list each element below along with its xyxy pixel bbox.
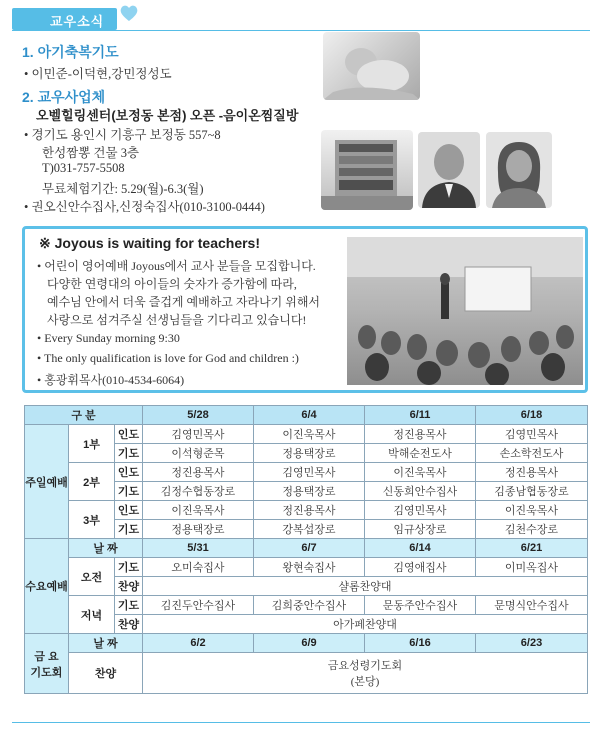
wednesday-date: 5/31 bbox=[143, 539, 254, 558]
header-date: 6/11 bbox=[365, 406, 476, 425]
role-label: 인도 bbox=[115, 463, 143, 482]
table-cell: 이진욱목사 bbox=[254, 425, 365, 444]
table-cell: 정진용목사 bbox=[476, 463, 588, 482]
role-label: 찬양 bbox=[115, 577, 143, 596]
table-cell: 김영민목사 bbox=[365, 501, 476, 520]
table-header-row bbox=[25, 406, 588, 425]
friday-label-line-1: 금 요 bbox=[34, 650, 59, 663]
table-cell: 왕현숙집사 bbox=[254, 558, 365, 577]
friday-date: 6/16 bbox=[365, 634, 476, 653]
friday-service-label bbox=[25, 634, 69, 694]
table-cell: 정진용목사 bbox=[143, 463, 254, 482]
table-cell: 임규상장로 bbox=[365, 520, 476, 539]
baby-blessing-names: • 이민준-이덕현,강민정성도 bbox=[24, 67, 172, 81]
table-cell: 김종남협동장로 bbox=[476, 482, 588, 501]
role-label: 기도 bbox=[115, 444, 143, 463]
friday-praise-line-1: 금요성령기도회 bbox=[327, 660, 403, 672]
service-1-label: 1부 bbox=[69, 425, 115, 463]
table-row bbox=[25, 558, 588, 577]
table-cell: 정용택장로 bbox=[143, 520, 254, 539]
table-cell: 김정수협동장로 bbox=[143, 482, 254, 501]
table-row bbox=[25, 425, 588, 444]
section-title-business: 2. 교우사업체 bbox=[22, 89, 106, 105]
role-label: 찬양 bbox=[115, 615, 143, 634]
teacher-line-contact: • 홍광휘목사(010-4534-6064) bbox=[37, 373, 185, 387]
table-cell: 김희중안수집사 bbox=[254, 596, 365, 615]
teacher-line-2: 다양한 연령대의 아이들의 숫자가 증가함에 따라, bbox=[47, 277, 297, 291]
header-category: 구 분 bbox=[25, 406, 143, 425]
table-cell: 정용택장로 bbox=[254, 482, 365, 501]
friday-praise-line-2: (본당) bbox=[350, 676, 380, 688]
table-row bbox=[25, 596, 588, 615]
wednesday-service-label: 수요예배 bbox=[25, 539, 69, 634]
table-cell: 강복섭장로 bbox=[254, 520, 365, 539]
male-portrait-photo bbox=[418, 132, 480, 208]
table-cell: 김영민목사 bbox=[254, 463, 365, 482]
role-label: 인도 bbox=[115, 425, 143, 444]
table-cell: 이진욱목사 bbox=[143, 501, 254, 520]
table-cell: 이진욱목사 bbox=[476, 501, 588, 520]
friday-date: 6/9 bbox=[254, 634, 365, 653]
role-label: 인도 bbox=[115, 501, 143, 520]
teacher-line-3: 예수님 안에서 더욱 즐겁게 예배하고 자라나기 위해서 bbox=[47, 295, 321, 309]
table-cell: 샬롬찬양대 bbox=[143, 577, 588, 596]
table-cell: 이진욱목사 bbox=[365, 463, 476, 482]
heart-icon bbox=[118, 2, 140, 24]
date-label: 날 짜 bbox=[69, 539, 143, 558]
business-name: 오벨힐링센터(보정동 본점) 오픈 -음이온찜질방 bbox=[36, 108, 299, 123]
table-row bbox=[25, 501, 588, 520]
table-cell: 문동주안수집사 bbox=[365, 596, 476, 615]
table-row bbox=[25, 539, 588, 558]
teacher-recruitment-title: ※ Joyous is waiting for teachers! bbox=[39, 235, 261, 251]
service-3-label: 3부 bbox=[69, 501, 115, 539]
friday-label-line-2: 기도회 bbox=[30, 666, 63, 679]
wednesday-date: 6/14 bbox=[365, 539, 476, 558]
wednesday-date: 6/21 bbox=[476, 539, 588, 558]
baby-photo bbox=[323, 32, 420, 100]
sunday-service-label: 주일예배 bbox=[25, 425, 69, 539]
table-cell: 오미숙집사 bbox=[143, 558, 254, 577]
friday-praise-cell bbox=[143, 653, 588, 694]
table-cell: 정진용목사 bbox=[365, 425, 476, 444]
table-row bbox=[25, 634, 588, 653]
business-building: 한성짬뽕 건물 3층 bbox=[42, 146, 140, 160]
top-divider bbox=[12, 30, 590, 31]
service-2-label: 2부 bbox=[69, 463, 115, 501]
table-cell: 정진용목사 bbox=[254, 501, 365, 520]
table-cell: 손소학전도사 bbox=[476, 444, 588, 463]
wednesday-date: 6/7 bbox=[254, 539, 365, 558]
female-portrait-photo bbox=[486, 132, 552, 208]
table-row bbox=[25, 653, 588, 694]
table-cell: 문명식안수집사 bbox=[476, 596, 588, 615]
header-date: 6/4 bbox=[254, 406, 365, 425]
business-trial-period: 무료체험기간: 5.29(월)-6.3(월) bbox=[42, 182, 204, 196]
table-cell: 김진두안수집사 bbox=[143, 596, 254, 615]
table-row bbox=[25, 463, 588, 482]
table-cell: 김영민목사 bbox=[476, 425, 588, 444]
table-cell: 김영민목사 bbox=[143, 425, 254, 444]
friday-date: 6/2 bbox=[143, 634, 254, 653]
table-cell: 신동희안수집사 bbox=[365, 482, 476, 501]
role-label: 기도 bbox=[115, 520, 143, 539]
header-date: 5/28 bbox=[143, 406, 254, 425]
business-phone: T)031-757-5508 bbox=[42, 161, 125, 175]
teacher-line-1: • 어린이 영어예배 Joyous에서 교사 분들을 모집합니다. bbox=[37, 259, 316, 273]
evening-label: 저녁 bbox=[69, 596, 115, 634]
teacher-line-4: 사랑으로 섬겨주실 선생님들을 기다리고 있습니다! bbox=[47, 313, 307, 327]
teacher-line-time: • Every Sunday morning 9:30 bbox=[37, 331, 180, 345]
table-cell: 이미옥집사 bbox=[476, 558, 588, 577]
table-cell: 박해순전도사 bbox=[365, 444, 476, 463]
service-schedule-table bbox=[24, 405, 588, 694]
table-cell: 김영애집사 bbox=[365, 558, 476, 577]
role-label: 기도 bbox=[115, 482, 143, 501]
role-label: 찬양 bbox=[69, 653, 143, 694]
section-title-baby-blessing: 1. 아기축복기도 bbox=[22, 44, 119, 60]
business-owners: • 권오신안수집사,신정숙집사(010-3100-0444) bbox=[24, 200, 265, 214]
table-cell: 정용택장로 bbox=[254, 444, 365, 463]
banner-title: 교우소식 bbox=[50, 15, 105, 30]
classroom-photo bbox=[347, 237, 583, 385]
friday-date: 6/23 bbox=[476, 634, 588, 653]
business-address: • 경기도 용인시 기흥구 보정동 557~8 bbox=[24, 128, 221, 142]
bottom-divider bbox=[12, 722, 590, 723]
table-cell: 김천수장로 bbox=[476, 520, 588, 539]
building-photo bbox=[321, 130, 413, 210]
table-cell: 아가페찬양대 bbox=[143, 615, 588, 634]
header-date: 6/18 bbox=[476, 406, 588, 425]
role-label: 기도 bbox=[115, 596, 143, 615]
section-banner bbox=[12, 8, 117, 30]
role-label: 기도 bbox=[115, 558, 143, 577]
date-label: 날 짜 bbox=[69, 634, 143, 653]
teacher-line-qualification: • The only qualification is love for God and children :) bbox=[37, 351, 299, 365]
teacher-recruitment-box bbox=[22, 226, 588, 393]
table-cell: 이석형준목 bbox=[143, 444, 254, 463]
morning-label: 오전 bbox=[69, 558, 115, 596]
